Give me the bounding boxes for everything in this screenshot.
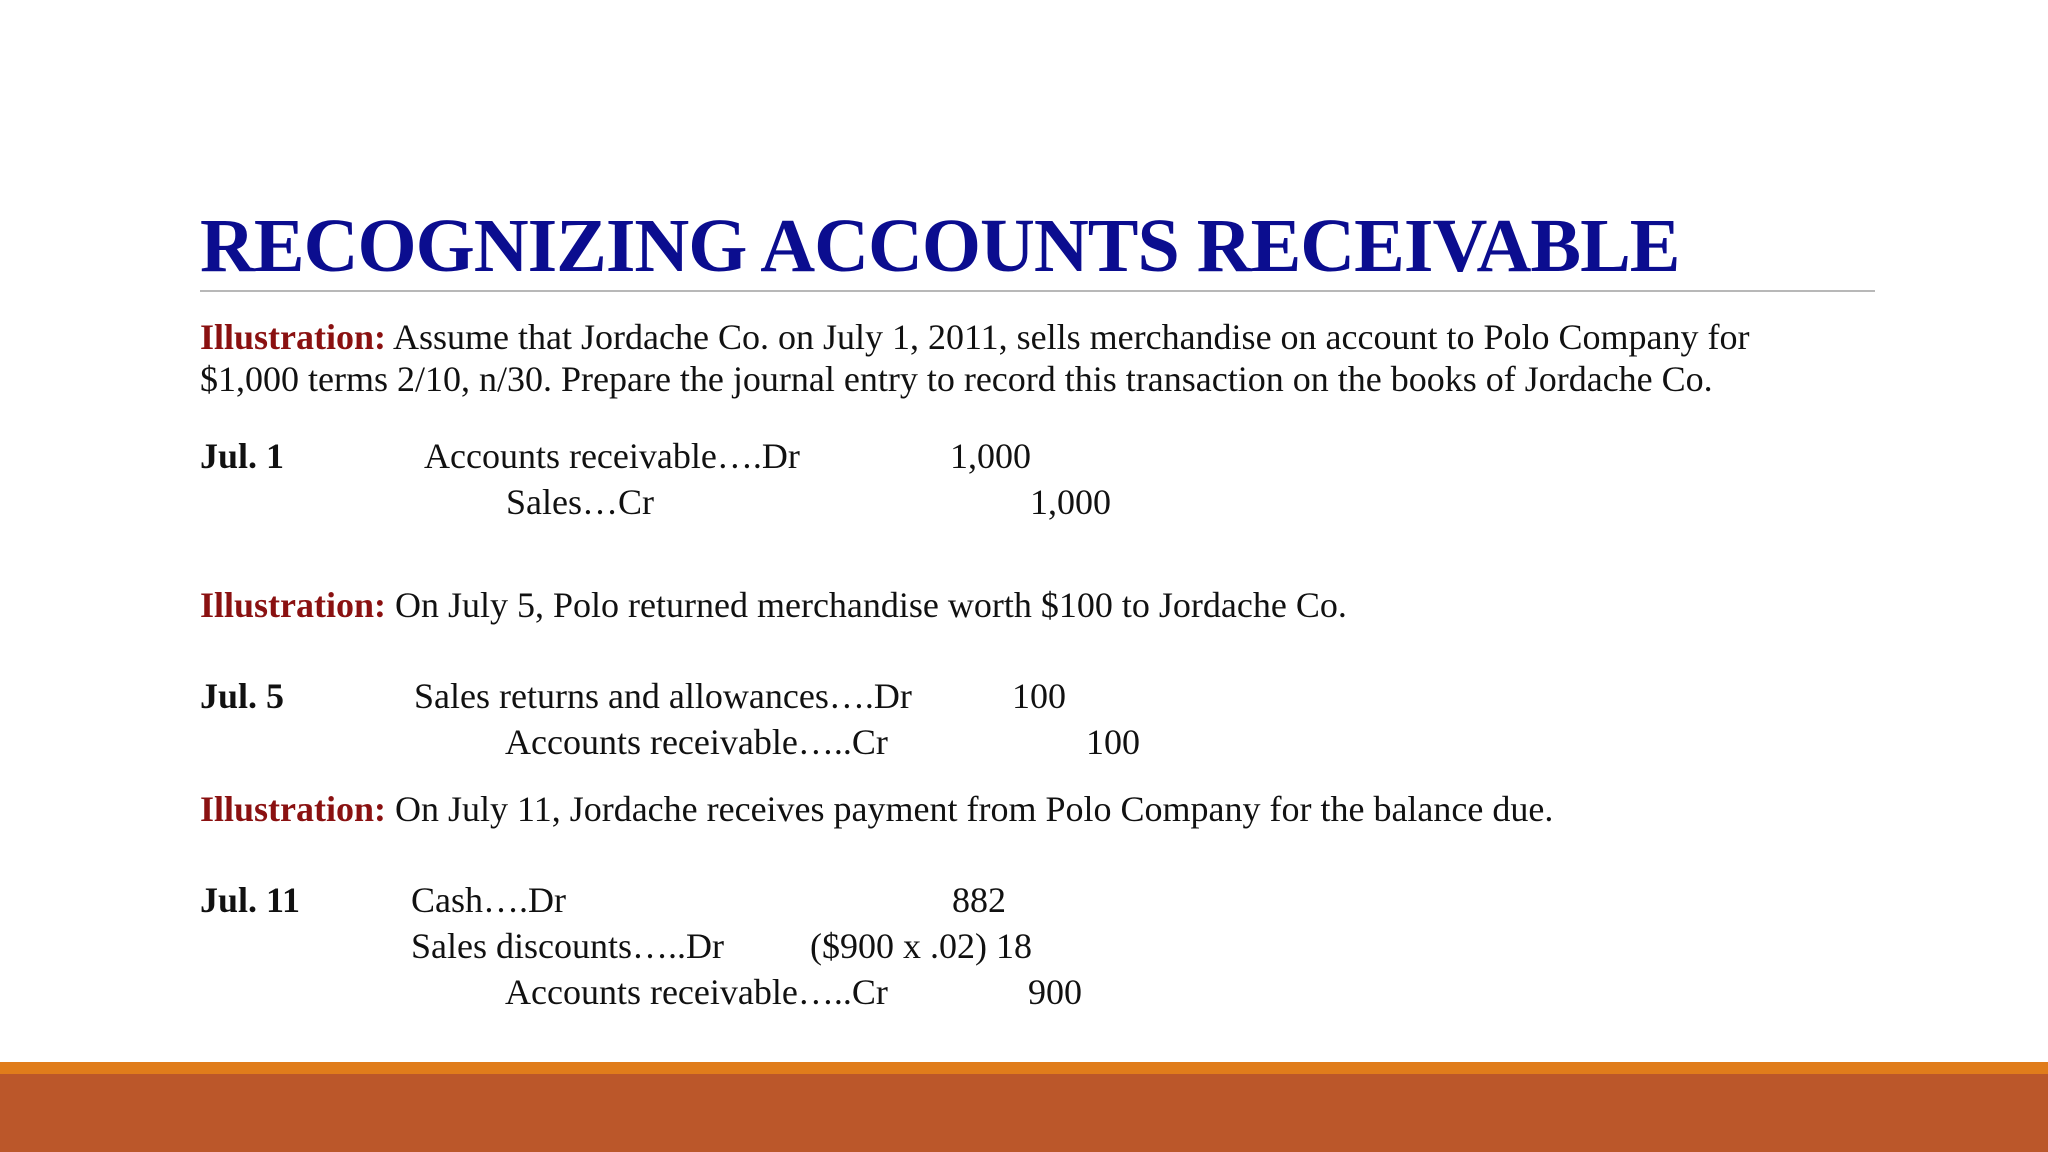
footer-bar — [0, 1074, 2048, 1152]
illustration-text: On July 11, Jordache receives payment from Polo Company for the balance due. — [386, 789, 1554, 829]
footer-accent-bar — [0, 1062, 2048, 1074]
journal-date: Jul. 1 — [200, 436, 285, 476]
journal-account: Sales returns and allowances….Dr — [414, 676, 912, 716]
journal-amount: 1,000 — [950, 436, 1031, 476]
illustration-text: Assume that Jordache Co. on July 1, 2011, sells merchandise on account to Polo Company for — [386, 317, 1750, 357]
journal-account: Accounts receivable…..Cr — [505, 972, 888, 1012]
journal-account: Sales discounts…..Dr — [411, 926, 724, 966]
title-underline — [200, 290, 1875, 292]
journal-date: Jul. 5 — [200, 676, 285, 716]
journal-date: Jul. 11 — [200, 880, 301, 920]
journal-account: Sales…Cr — [506, 482, 654, 522]
illustration-1 — [200, 316, 1749, 400]
illustration-text: On July 5, Polo returned merchandise worth $100 to Jordache Co. — [386, 585, 1347, 625]
journal-account: Cash….Dr — [411, 880, 566, 920]
illustration-label: Illustration: — [200, 789, 387, 829]
illustration-1-line-1 — [200, 316, 1749, 358]
slide-title: RECOGNIZING ACCOUNTS RECEIVABLE — [200, 204, 1680, 288]
journal-amount: 100 — [1012, 676, 1066, 716]
illustration-3 — [200, 788, 1553, 830]
journal-amount: 900 — [1028, 972, 1082, 1012]
journal-amount: 1,000 — [1030, 482, 1111, 522]
illustration-label: Illustration: — [200, 585, 387, 625]
journal-amount: 882 — [952, 880, 1006, 920]
journal-account: Accounts receivable…..Cr — [505, 722, 888, 762]
journal-account: Accounts receivable….Dr — [424, 436, 800, 476]
illustration-2 — [200, 584, 1347, 626]
illustration-label: Illustration: — [200, 317, 387, 357]
journal-amount: 100 — [1086, 722, 1140, 762]
journal-amount: ($900 x .02) 18 — [810, 926, 1032, 966]
illustration-1-line-2: $1,000 terms 2/10, n/30. Prepare the journal entry to record this transaction on the books of Jordache Co. — [200, 359, 1713, 399]
